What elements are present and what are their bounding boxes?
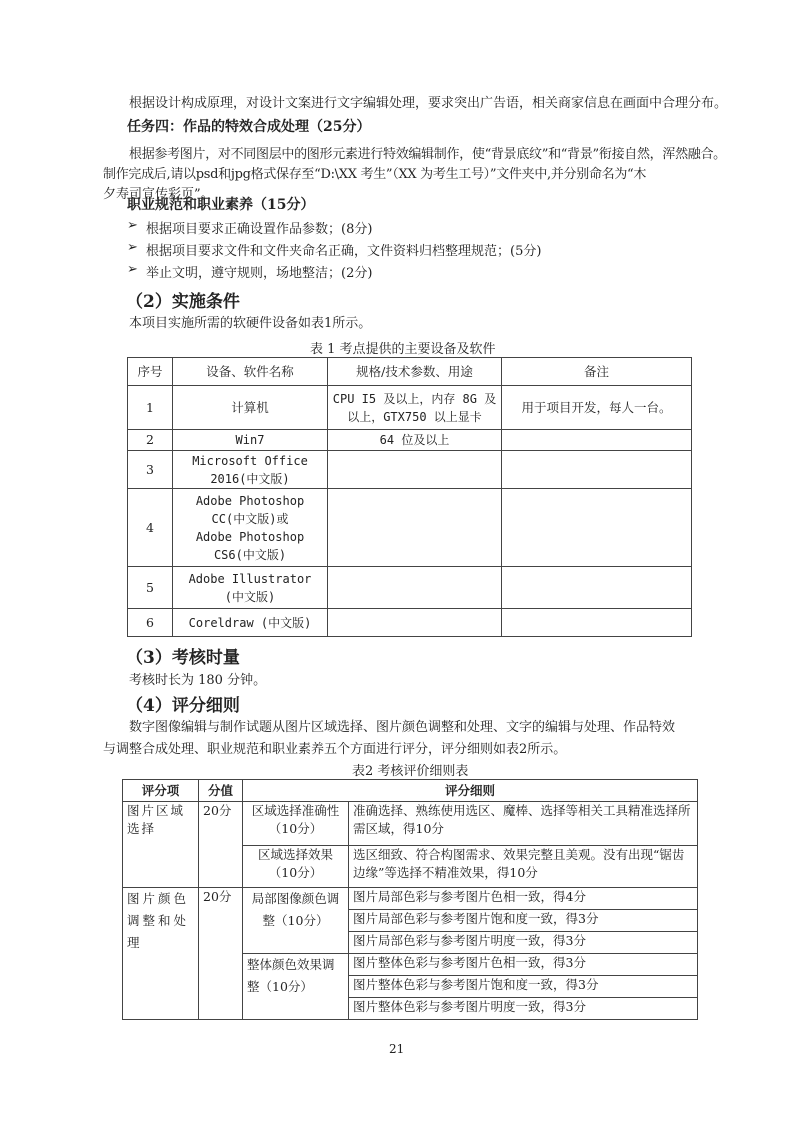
- section4-line-2: 与调整合成处理、职业规范和职业素养五个方面进行评分，评分细则如表2所示。: [103, 742, 567, 757]
- table1-cell: 5: [128, 567, 173, 609]
- table2-cell: 图片局部色彩与参考图片饱和度一致，得3分: [349, 910, 698, 932]
- table1-cell: Win7: [173, 430, 328, 451]
- table1-cell: CPU I5 及以上，内存 8G 及以上，GTX750 以上显卡: [328, 386, 502, 430]
- table2-cell: 局部图像颜色调整（10分）: [243, 888, 349, 954]
- scoring-table: [122, 779, 698, 1020]
- bullet-arrow-icon: ➢: [127, 218, 138, 233]
- table1-cell: 3: [128, 451, 173, 489]
- table2-caption: 表2 考核评价细则表: [352, 764, 469, 779]
- table1-cell: [502, 451, 692, 489]
- professional-heading: 职业规范和职业素养（15分）: [127, 197, 315, 213]
- table1-cell: 6: [128, 609, 173, 637]
- table-row: [128, 489, 692, 567]
- table-row: [128, 609, 692, 637]
- task4-heading: 任务四：作品的特效合成处理（25分）: [127, 119, 371, 135]
- table1-cell: [502, 609, 692, 637]
- table2-cell: 区域选择效果（10分）: [243, 846, 349, 888]
- table2-cell: 图片区域选择: [123, 802, 199, 888]
- table-row: [128, 567, 692, 609]
- table1-header-cell: 备注: [502, 358, 692, 386]
- table1-cell: [502, 567, 692, 609]
- table2-cell: 图片局部色彩与参考图片色相一致，得4分: [349, 888, 698, 910]
- table1-cell: [502, 489, 692, 567]
- table1-cell: Adobe Illustrator (中文版): [173, 567, 328, 609]
- table2-cell: 20分: [199, 888, 243, 1020]
- table2-cell: 图片整体色彩与参考图片色相一致，得3分: [349, 954, 698, 976]
- table1-header-cell: 规格/技术参数、用途: [328, 358, 502, 386]
- section4-line-1: 数字图像编辑与制作试题从图片区域选择、图片颜色调整和处理、文字的编辑与处理、作品特效: [129, 720, 676, 735]
- table-row: [128, 430, 692, 451]
- task4-line-2: 制作完成后,请以psd和jpg格式保存至“D:\XX 考生”（XX 为考生工号）”文件夹中,并分别命名为“木: [103, 167, 647, 182]
- section3-heading: （3）考核时量: [126, 648, 240, 668]
- table2-cell: 图片局部色彩与参考图片明度一致，得3分: [349, 932, 698, 954]
- professional-item: 根据项目要求正确设置作品参数；(8分): [146, 222, 373, 237]
- table1-cell: Microsoft Office 2016(中文版): [173, 451, 328, 489]
- table-row: [128, 386, 692, 430]
- table1-header-cell: 序号: [128, 358, 173, 386]
- intro-paragraph: 根据设计构成原理，对设计文案进行文字编辑处理，要求突出广告语，相关商家信息在画面中合理分布。: [129, 96, 728, 111]
- professional-item: 根据项目要求文件和文件夹命名正确，文件资料归档整理规范；(5分): [146, 244, 542, 259]
- table2-header-cell: 分值: [199, 780, 243, 802]
- table2-cell: 选区细致、符合构图需求、效果完整且美观。没有出现“锯齿边缘”等选择不精准效果，得10分: [349, 846, 698, 888]
- task4-line-3: 夕寿司宣传彩页”。: [103, 187, 214, 202]
- section2-text: 本项目实施所需的软硬件设备如表1所示。: [129, 316, 372, 331]
- bullet-arrow-icon: ➢: [127, 240, 138, 255]
- table1-cell: [328, 567, 502, 609]
- section3-text: 考核时长为 180 分钟。: [129, 673, 267, 688]
- equipment-table: [127, 357, 692, 637]
- table-row: [128, 451, 692, 489]
- table1-cell: [328, 451, 502, 489]
- table1-caption: 表 1 考点提供的主要设备及软件: [310, 342, 496, 357]
- section2-heading: （2）实施条件: [126, 292, 240, 312]
- table2-cell: 图片整体色彩与参考图片明度一致，得3分: [349, 998, 698, 1020]
- table2-cell: 区域选择准确性（10分）: [243, 802, 349, 846]
- table1-cell: 用于项目开发，每人一台。: [502, 386, 692, 430]
- section4-heading: （4）评分细则: [126, 696, 240, 716]
- professional-item: 举止文明，遵守规则，场地整洁；(2分): [146, 266, 373, 281]
- table2-cell: 图片颜色调整和处理: [123, 888, 199, 1020]
- table1-cell: 2: [128, 430, 173, 451]
- table2-cell: 图片整体色彩与参考图片饱和度一致，得3分: [349, 976, 698, 998]
- table1-cell: [328, 609, 502, 637]
- table2-header-cell: 评分项: [123, 780, 199, 802]
- table1-cell: 64 位及以上: [328, 430, 502, 451]
- table1-cell: Coreldraw (中文版): [173, 609, 328, 637]
- bullet-arrow-icon: ➢: [127, 262, 138, 277]
- table1-cell: Adobe Photoshop CC(中文版)或 Adobe Photoshop CS6(中文版): [173, 489, 328, 567]
- table1-cell: 1: [128, 386, 173, 430]
- table-row: [123, 888, 698, 910]
- page-number: 21: [389, 1042, 405, 1056]
- table1-header-cell: 设备、软件名称: [173, 358, 328, 386]
- table2-cell: 准确选择、熟练使用选区、魔棒、选择等相关工具精准选择所需区域，得10分: [349, 802, 698, 846]
- table1-cell: 4: [128, 489, 173, 567]
- table2-cell: 整体颜色效果调整（10分）: [243, 954, 349, 1020]
- table1-cell: [328, 489, 502, 567]
- task4-line-1: 根据参考图片，对不同图层中的图形元素进行特效编辑制作，使“背景底纹”和“背景”衔接自然，浑然融合。: [129, 147, 726, 162]
- table1-cell: 计算机: [173, 386, 328, 430]
- table-row: [123, 802, 698, 846]
- table1-cell: [502, 430, 692, 451]
- table2-cell: 20分: [199, 802, 243, 888]
- table2-header-cell: 评分细则: [243, 780, 698, 802]
